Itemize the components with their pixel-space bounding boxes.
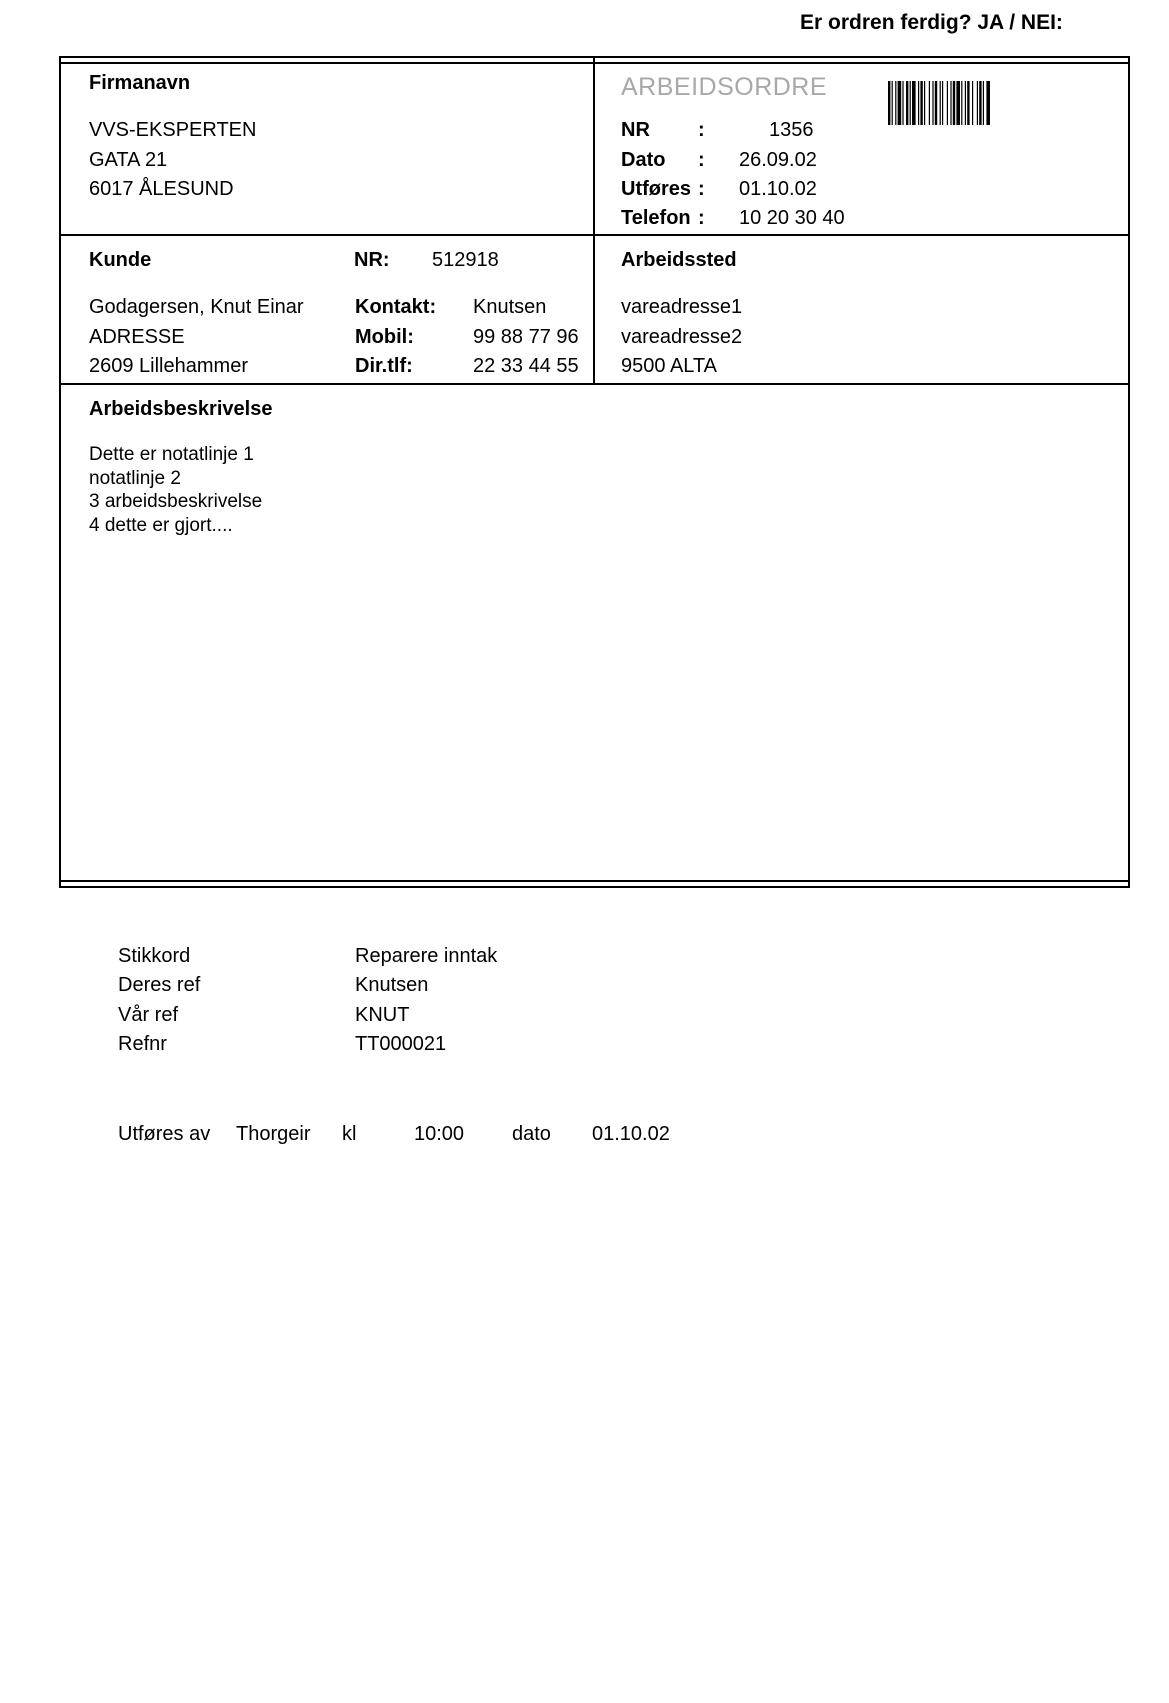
order-execute-colon: : (698, 178, 705, 200)
barcode-bar (950, 81, 951, 125)
barcode-bar (910, 81, 911, 125)
frame-bottom-line-outer (59, 886, 1130, 888)
worksite-label: Arbeidssted (621, 249, 737, 271)
order-date-colon: : (698, 149, 705, 171)
barcode-bar (892, 81, 893, 125)
barcode-bar (967, 81, 969, 125)
ref-label-refnr: Refnr (118, 1033, 167, 1055)
barcode-bar (918, 81, 919, 125)
barcode-bar (953, 81, 955, 125)
barcode-bar (888, 81, 890, 125)
barcode-bar (942, 81, 943, 125)
executed-by-label: Utføres av (118, 1123, 211, 1145)
executed-by-value: Thorgeir (236, 1123, 311, 1145)
customer-address: ADRESSE (89, 326, 185, 348)
ref-value-stikkord: Reparere inntak (355, 945, 498, 967)
barcode-bar (920, 81, 922, 125)
order-phone-value: 10 20 30 40 (739, 207, 845, 229)
ref-value-deres-ref: Knutsen (355, 974, 429, 996)
company-street: GATA 21 (89, 149, 168, 171)
barcode-bar (912, 81, 916, 125)
customer-nr-label: NR: (354, 249, 390, 271)
customer-postal: 2609 Lillehammer (89, 355, 248, 377)
order-complete-question: Er ordren ferdig? JA / NEI: (800, 11, 1063, 34)
barcode-bar (935, 81, 937, 125)
order-date-label: Dato (621, 149, 666, 171)
customer-contact-value: Knutsen (473, 296, 547, 318)
order-phone-colon: : (698, 207, 705, 229)
barcode-bar (961, 81, 962, 125)
frame-center-line (593, 56, 595, 385)
barcode-bar (929, 81, 930, 125)
worksite-line2: vareadresse2 (621, 326, 743, 348)
barcode-bar (979, 81, 981, 125)
customer-mobile-label: Mobil: (355, 326, 414, 348)
barcode-bar (965, 81, 966, 125)
barcode-bar (895, 81, 896, 125)
order-nr-colon: : (698, 119, 705, 141)
barcode-bar (983, 81, 984, 125)
description-line: notatlinje 2 (89, 467, 181, 489)
description-line: 4 dette er gjort.... (89, 514, 233, 536)
order-execute-value: 01.10.02 (739, 178, 817, 200)
barcode-bar (972, 81, 973, 125)
customer-label: Kunde (89, 249, 152, 271)
barcode (888, 81, 1030, 125)
date-label: dato (512, 1123, 551, 1145)
worksite-postal: 9500 ALTA (621, 355, 717, 377)
barcode-bar (932, 81, 933, 125)
company-label: Firmanavn (89, 72, 191, 94)
customer-dirtlf-label: Dir.tlf: (355, 355, 413, 377)
frame-left-line (59, 56, 61, 888)
order-date-value: 26.09.02 (739, 149, 817, 171)
description-line: Dette er notatlinje 1 (89, 444, 254, 465)
barcode-bar (940, 81, 941, 125)
time-value: 10:00 (414, 1123, 465, 1145)
customer-mobile-value: 99 88 77 96 (473, 326, 579, 348)
barcode-bar (906, 81, 908, 125)
barcode-bar (956, 81, 960, 125)
ref-value-var-ref: KNUT (355, 1004, 410, 1026)
barcode-bar (977, 81, 978, 125)
barcode-bar (947, 81, 948, 125)
order-phone-label: Telefon (621, 207, 691, 229)
frame-bottom-line-inner (59, 880, 1130, 882)
description-label: Arbeidsbeskrivelse (89, 398, 273, 420)
ref-value-refnr: TT000021 (355, 1033, 447, 1055)
customer-name: Godagersen, Knut Einar (89, 296, 304, 318)
barcode-bar (902, 81, 903, 125)
ref-label-var-ref: Vår ref (118, 1004, 179, 1026)
customer-dirtlf-value: 22 33 44 55 (473, 355, 579, 377)
customer-nr-value: 512918 (432, 249, 499, 271)
order-title: ARBEIDSORDRE (621, 73, 828, 101)
barcode-bar (898, 81, 902, 125)
order-nr-label: NR (621, 119, 650, 141)
worksite-line1: vareadresse1 (621, 296, 743, 318)
description-line: 3 arbeidsbeskrivelse (89, 491, 263, 512)
company-name: VVS-EKSPERTEN (89, 119, 257, 141)
order-execute-label: Utføres (621, 178, 692, 200)
frame-right-line (1128, 56, 1130, 888)
company-postal: 6017 ÅLESUND (89, 178, 234, 200)
barcode-bar (924, 81, 925, 125)
time-label: kl (342, 1123, 357, 1145)
barcode-bar (986, 81, 990, 125)
ref-label-stikkord: Stikkord (118, 945, 191, 967)
date-value: 01.10.02 (592, 1123, 670, 1145)
customer-contact-label: Kontakt: (355, 296, 437, 318)
order-nr-value: 1356 (769, 119, 814, 141)
ref-label-deres-ref: Deres ref (118, 974, 201, 996)
